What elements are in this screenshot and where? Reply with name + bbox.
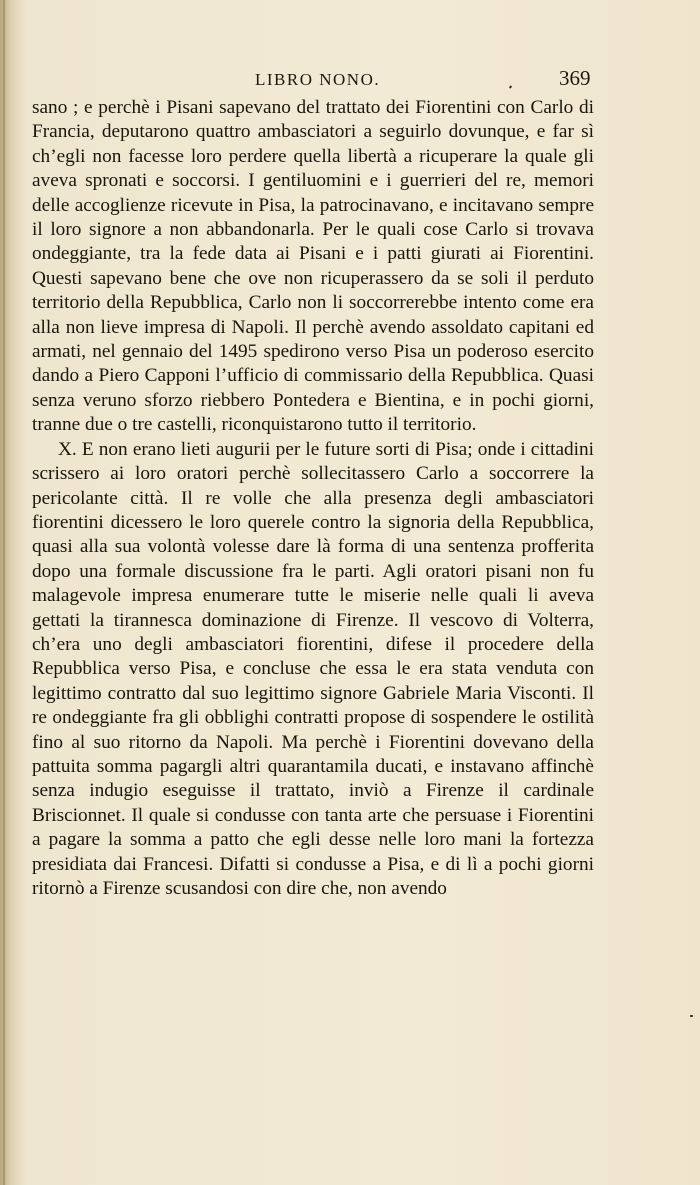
paragraph-continuation: sano ; e perchè i Pisani sapevano del trattato dei Fiorentini con Carlo di Francia, deputarono quattro ambasciatori a seguirlo dovunque, e far sì ch’egli non facesse loro perdere quella libertà a ricuperare la quale gli aveva spronati e soccorsi. I gentiluomini e i guerrieri del re, memori delle accoglienze ricevute in Pisa, la patrocinavano, e incitavano sempre il loro signore a non abbandonarla. Per le quali cose Carlo si trovava ondeggiante, tra la fede data ai Pisani e i patti giurati ai Fiorentini. Questi sapevano bene che ove non ricuperassero da se soli il perduto territorio della Repubblica, Carlo non li soccorrerebbe intento come era alla non lieve impresa di Napoli. Il perchè avendo assoldato capitani ed armati, nel gennaio del 1495 spedirono verso Pisa un poderoso esercito dando a Piero Capponi l’ufficio di commissario della Repubblica. Quasi senza veruno sforzo riebbero Pontedera e Bientina, e in pochi giorni, tranne due o tre castelli, riconquistarono tutto il territorio. xyxy=(32,97,594,436)
running-title: LIBRO NONO. xyxy=(255,70,381,89)
ink-speck xyxy=(690,1015,693,1017)
paragraph-section-x: X. E non erano lieti augurii per le future sorti di Pisa; onde i cittadini scrissero ai loro oratori perchè sollecitassero Carlo a soccorrere la pericolante città. Il re volle che alla presenza degli ambasciatori fiorentini dicessero le loro querele contro la signoria della Repubblica, quasi alla sua volontà volesse dare là forma di una sentenza profferita dopo una formale discussione fra le parti. Agli oratori pisani non fu malagevole impresa enumerare tutte le miserie nelle quali li aveva gettati la tirannesca dominazione di Firenze. Il vescovo di Volterra, ch’era uno degli ambasciatori fiorentini, difese il procedere della Repubblica verso Pisa, e concluse che essa le era stata venduta con legittimo contratto dal suo legittimo signore Gabriele Maria Visconti. Il re ondeggiante fra gli obblighi contratti propose di sospendere le ostilità fino al suo ritorno da Napoli. Ma perchè i Fiorentini dovevano della pattuita somma pagargli altri quarantamila ducati, e instavano affinchè senza indugio eseguisse il trattato, inviò a Firenze il cardinale Briscionnet. Il quale si condusse con tanta arte che persuase i Fiorentini a pagare la somma a patto che egli desse nelle loro mani la fortezza presidiata dai Francesi. Difatti si condusse a Pisa, e di lì a pochi giorni ritornò a Firenze scusandosi con dire che, non avendo xyxy=(32,438,594,899)
body-text xyxy=(32,96,594,901)
running-head xyxy=(0,64,700,94)
binding-gutter xyxy=(3,0,5,1185)
page-number: 369 xyxy=(559,66,591,90)
